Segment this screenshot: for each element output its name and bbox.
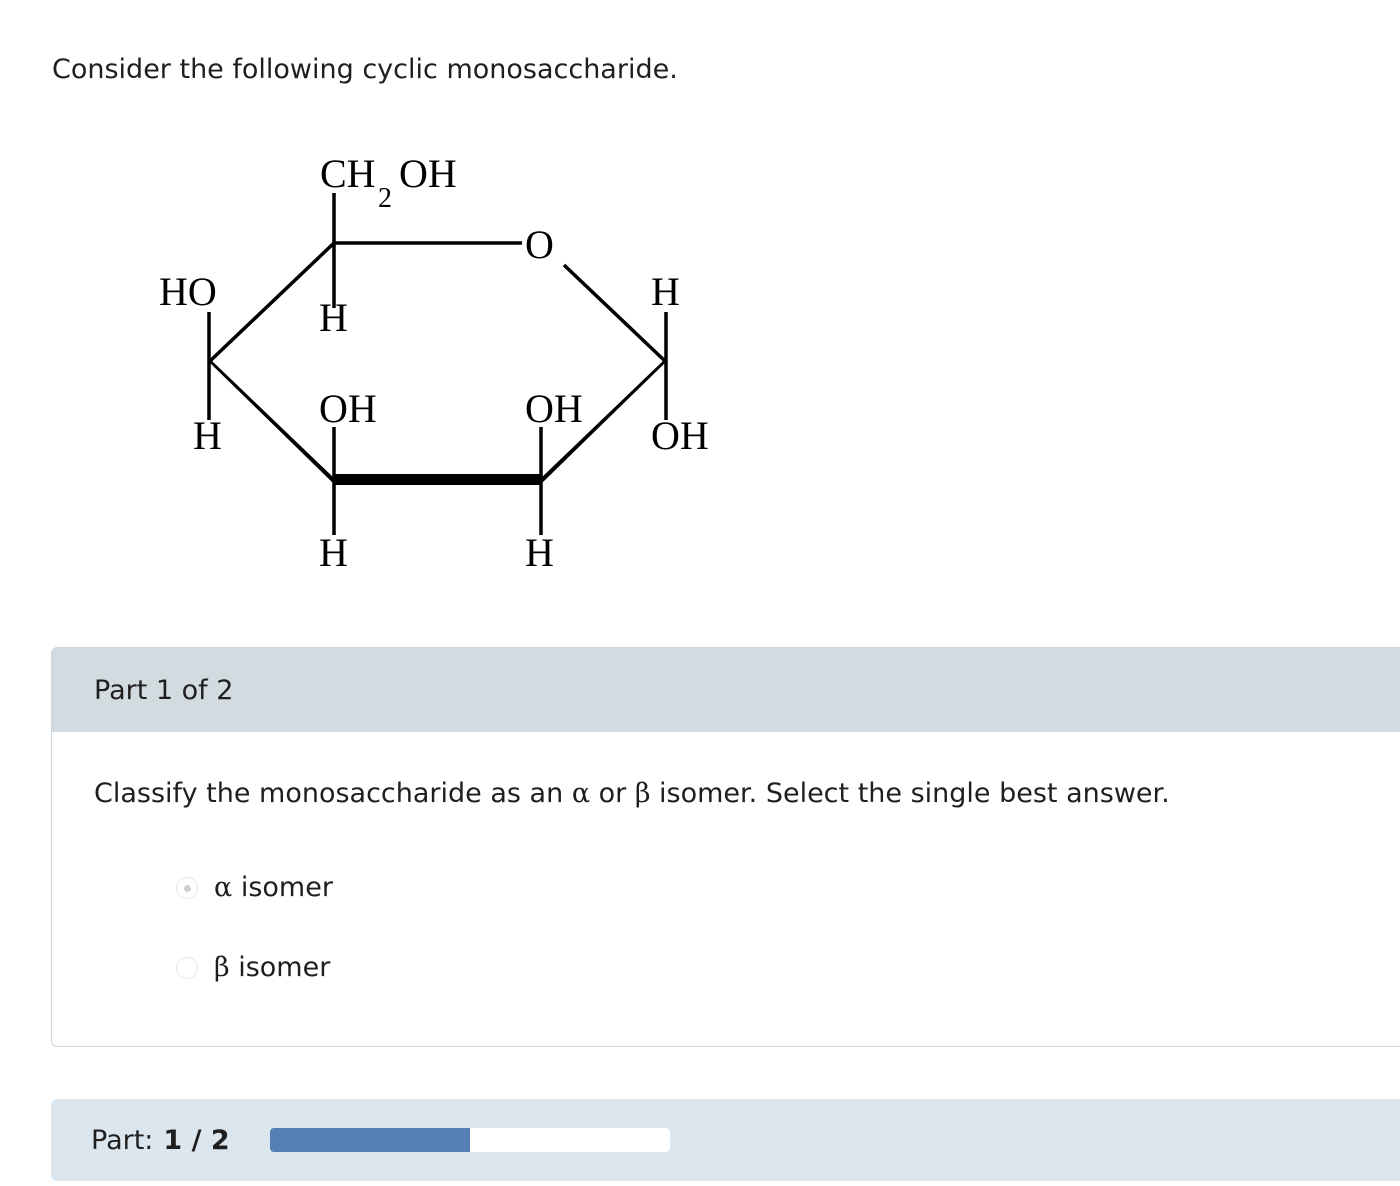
label-c1-bottom: OH: [651, 413, 709, 458]
label-c3-bottom: H: [319, 530, 348, 575]
progress-track: [270, 1128, 670, 1152]
option-beta-label: isomer: [229, 952, 331, 983]
question-text-start: Classify the monosaccharide as an: [94, 778, 572, 809]
question-alpha-symbol: α: [571, 778, 591, 809]
label-ch2: CH: [320, 151, 376, 196]
part-progress-bar: [51, 1099, 1400, 1181]
label-c3-top: OH: [319, 386, 377, 431]
label-c2-top: OH: [525, 386, 583, 431]
haworth-structure: [0, 0, 760, 600]
option-alpha-isomer[interactable]: [176, 872, 333, 903]
bond-c3-c2-bold: [334, 474, 541, 485]
option-alpha-label: isomer: [232, 872, 333, 903]
label-ring-oxygen: O: [525, 222, 554, 267]
label-c4-bottom: H: [193, 413, 222, 458]
label-oh-ch2: OH: [399, 151, 457, 196]
beta-radio-button[interactable]: [176, 957, 198, 979]
label-c2-bottom: H: [525, 530, 554, 575]
label-c5-bottom: H: [319, 295, 348, 340]
bond-c4-c3-wedge: [209, 360, 334, 484]
question-beta-symbol: β: [634, 778, 651, 809]
option-beta-symbol: β: [214, 952, 230, 983]
alpha-radio-button[interactable]: [176, 877, 198, 899]
question-text-end: isomer. Select the single best answer.: [650, 778, 1170, 809]
progress-label: Part:: [91, 1124, 154, 1156]
option-alpha-symbol: α: [214, 872, 233, 903]
progress-fill: [270, 1128, 470, 1152]
question-text: [94, 778, 1170, 809]
question-part-card: [51, 647, 1400, 1047]
option-beta-isomer[interactable]: [176, 952, 330, 983]
label-c1-top: H: [651, 269, 680, 314]
question-text-middle: or: [590, 778, 635, 809]
label-subscript-2: 2: [378, 183, 392, 214]
part-header-label: Part 1 of 2: [94, 674, 234, 706]
part-header: [52, 648, 1400, 732]
intro-text: Consider the following cyclic monosaccharide.: [52, 54, 678, 85]
label-c4-top: HO: [159, 269, 217, 314]
progress-value: 1 / 2: [163, 1124, 230, 1156]
bond-c5-c4: [209, 243, 334, 362]
